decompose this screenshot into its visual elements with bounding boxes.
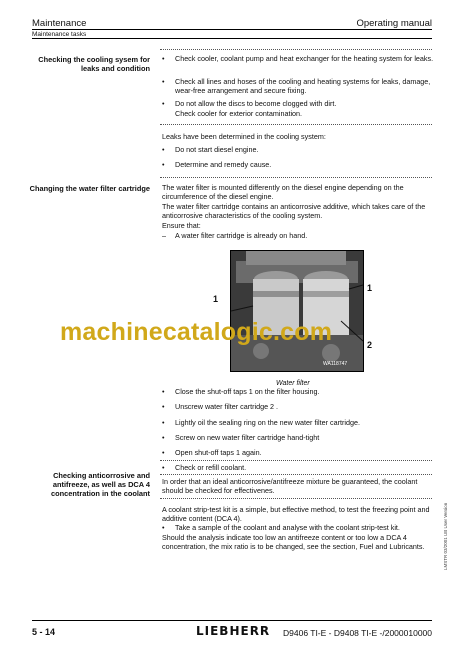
header-manual-title: Operating manual (356, 18, 432, 29)
list-item: • Check or refill coolant. (162, 463, 247, 472)
section-title-cooling-check: Checking the cooling sysem for leaks and condition (38, 55, 150, 73)
bullet-icon: • (162, 77, 165, 86)
list-item: • Determine and remedy cause. (162, 160, 272, 169)
paragraph: The water filter cartridge contains an anticorrosive additive, which takes care of the anticorrosive characteristics of the cooling system. (162, 202, 426, 221)
paragraph: Ensure that: (162, 221, 201, 230)
list-item: • Lightly oil the sealing ring on the new water filter cartridge. (162, 418, 360, 427)
water-filter-photo (230, 250, 364, 372)
section-separator (160, 177, 432, 178)
list-item: • Take a sample of the coolant and analyse with the coolant strip-test kit. (162, 523, 400, 532)
header-rule-2 (32, 38, 432, 39)
bullet-icon: • (162, 160, 165, 169)
bullet-icon: • (162, 145, 165, 154)
list-item: • Screw on new water filter cartridge hand-tight (162, 433, 320, 442)
bullet-icon: • (162, 402, 165, 411)
section-separator (160, 49, 432, 50)
model-designation: D9406 TI-E - D9408 TI-E -/2000010000 (283, 628, 432, 638)
footer-rule (32, 620, 432, 621)
header-rule (32, 29, 432, 30)
callout-2: 2 (367, 340, 373, 350)
callout-1-left: 1 (213, 294, 219, 304)
paragraph: The water filter is mounted differently on the diesel engine depending on the circumference of the diesel engine. (162, 183, 404, 202)
callout-1-right: 1 (367, 283, 373, 293)
bullet-icon: • (162, 387, 165, 396)
bullet-icon: • (162, 418, 165, 427)
liebherr-logo: LIEBHERR (196, 624, 271, 638)
paragraph: In order that an ideal anticorrosive/antifreeze mixture be guaranteed, the coolant should be checked for effectivenes. (162, 477, 418, 496)
paragraph: Should the analysis indicate too low an antifreeze content or too low a DCA 4 concentration, the mix ratio is to be changed, see the section, Fuel and Lubricants. (162, 533, 425, 552)
bullet-icon: • (162, 523, 165, 532)
section-title-anticorrosive-check: Checking anticorrosive and antifreeze, as well as DCA 4 concentration in the coolant (51, 471, 150, 498)
bullet-icon: • (162, 99, 165, 108)
watermark-text: machinecatalogic.com (60, 318, 333, 346)
paragraph: A coolant strip-test kit is a simple, but effective method, to test the freezing point and additive content (DCA 4). (162, 505, 430, 524)
paragraph: Check cooler for exterior contamination. (175, 109, 303, 118)
figure-caption: Water filter (276, 380, 310, 387)
bullet-icon: • (162, 54, 165, 63)
page-number: 5 - 14 (32, 627, 56, 637)
list-item: • Do not start diesel engine. (162, 145, 259, 154)
list-item: • Check cooler, coolant pump and heat exchanger for the heating system for leaks. (162, 54, 434, 63)
section-separator (160, 460, 432, 461)
list-item: • Close the shut-off taps 1 on the filter housing. (162, 387, 320, 396)
section-separator (160, 474, 432, 475)
svg-text:WA118747: WA118747 (323, 361, 348, 367)
section-separator (160, 498, 432, 499)
bullet-icon: • (162, 448, 165, 457)
list-item: • Unscrew water filter cartridge 2 . (162, 402, 279, 411)
list-item: – A water filter cartridge is already on hand. (162, 231, 308, 240)
water-filter-photo-icon (231, 251, 363, 371)
list-item: • Open shut-off taps 1 again. (162, 448, 262, 457)
header-title: Maintenance (32, 18, 87, 29)
bullet-icon: • (162, 463, 165, 472)
section-separator (160, 124, 432, 125)
list-item: • Do not allow the discs to become clogged with dirt. (162, 99, 337, 108)
document-side-id: LMSTR 03/2001 UB User Version (443, 502, 448, 570)
paragraph: Leaks have been determined in the cooling system: (162, 132, 326, 141)
dash-icon: – (162, 231, 166, 240)
bullet-icon: • (162, 433, 165, 442)
header-subtitle: Maintenance tasks (32, 31, 87, 38)
list-item: • Check all lines and hoses of the cooling and heating systems for leaks, damage, wear-free arrangement and secure fixing. (162, 77, 431, 96)
section-title-water-filter: Changing the water filter cartridge (29, 184, 150, 193)
